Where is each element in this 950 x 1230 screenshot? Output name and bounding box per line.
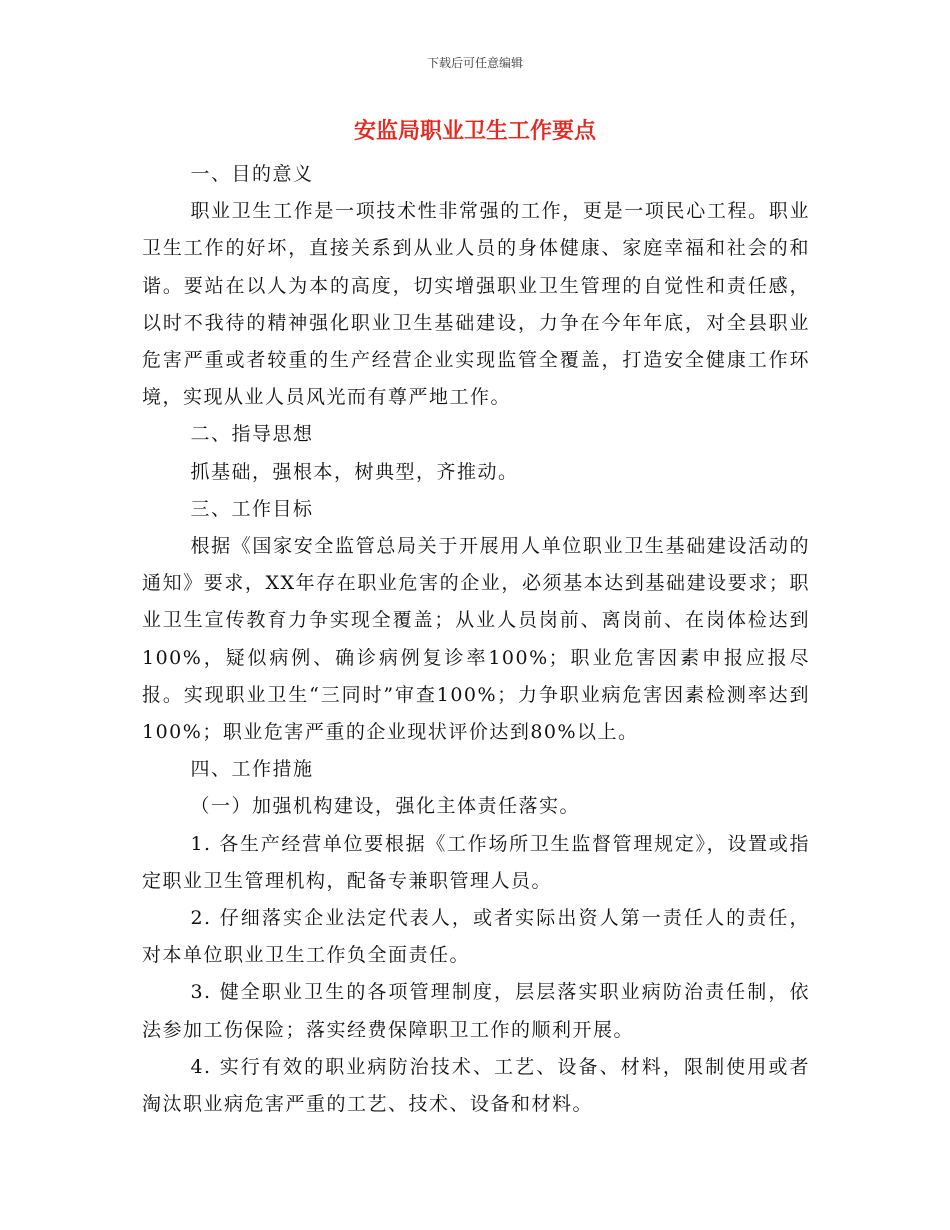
document-body xyxy=(142,156,810,1123)
document-title: 安监局职业卫生工作要点 xyxy=(353,119,596,144)
paragraph-goals: 根据《国家安全监管总局关于开展用人单位职业卫生基础建设活动的通知》要求，XX年存在职业危害的企业，必须基本达到基础建设要求；职业卫生宣传教育力争实现全覆盖；从业人员岗前、离岗前、在岗体检达到100%，疑似病例、确诊病例复诊率100%；职业危害因素申报应报尽报。实现职业卫生“三同时”审查100%；力争职业病危害因素检测率达到100%；职业危害严重的企业现状评价达到80%以上。 xyxy=(142,535,810,744)
list-item: 2. 仔细落实企业法定代表人，或者实际出资人第一责任人的责任，对本单位职业卫生工作负全面责任。 xyxy=(142,907,810,967)
section-heading-4: 四、工作措施 xyxy=(190,758,314,781)
list-item: 3. 健全职业卫生的各项管理制度，层层落实职业病防治责任制，依法参加工伤保险；落实经费保障职卫工作的顺利开展。 xyxy=(142,981,810,1041)
list-item: 1. 各生产经营单位要根据《工作场所卫生监督管理规定》，设置或指定职业卫生管理机构，配备专兼职管理人员。 xyxy=(142,832,810,892)
section-heading-3: 三、工作目标 xyxy=(190,497,314,520)
paragraph-guiding-idea: 抓基础，强根本，树典型，齐推动。 xyxy=(190,460,519,483)
subsection-heading-1: （一）加强机构建设，强化主体责任落实。 xyxy=(190,795,580,818)
list-item: 4. 实行有效的职业病防治技术、工艺、设备、材料，限制使用或者淘汰职业病危害严重的工艺、技术、设备和材料。 xyxy=(142,1055,810,1116)
section-heading-2: 二、指导思想 xyxy=(190,423,314,446)
header-note: 下载后可任意编辑 xyxy=(426,56,523,70)
paragraph-purpose: 职业卫生工作是一项技术性非常强的工作，更是一项民心工程。职业卫生工作的好坏，直接关系到从业人员的身体健康、家庭幸福和社会的和谐。要站在以人为本的高度，切实增强职业卫生管理的自觉性和责任感，以时不我待的精神强化职业卫生基础建设，力争在今年年底，对全县职业危害严重或者较重的生产经营企业实现监管全覆盖，打造安全健康工作环境，实现从业人员风光而有尊严地工作。 xyxy=(142,200,810,409)
section-heading-1: 一、目的意义 xyxy=(190,163,314,185)
